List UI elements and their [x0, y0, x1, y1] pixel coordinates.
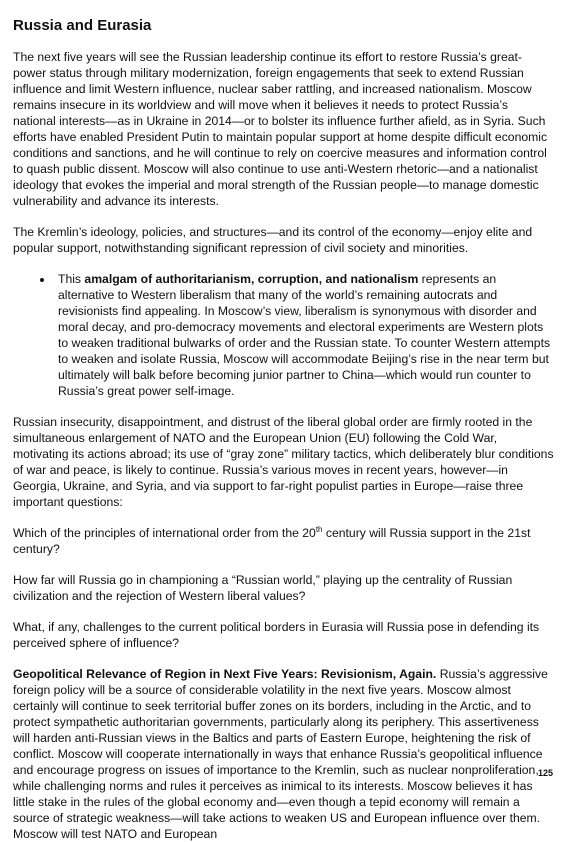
paragraph-geopolitical-relevance — [13, 666, 554, 842]
page-number: 125 — [537, 768, 553, 778]
geopolitical-heading: Geopolitical Relevance of Region in Next Five Years: Revisionism, Again. — [13, 667, 437, 681]
question1-after: century will Russia support in the 21st century? — [13, 526, 531, 556]
section-title: Russia and Eurasia — [13, 17, 152, 34]
paragraph-kremlin-ideology: The Kremlin’s ideology, policies, and structures—and its control of the economy—enjoy elite and popular support, notwithstanding significant repression of civil society and minorities. — [13, 225, 533, 255]
bullet-body-text: represents an alternative to Western liberalism that many of the world’s remaining autocrats and revisionists find appealing. In Moscow’s view, liberalism is synonymous with disorder and moral decay, and pro-democracy movements and electoral experiments are Western plots to weaken traditional bulwarks of order and the Russian state. To counter Western attempts to weaken and isolate Russia, Moscow will accommodate Beijing’s rise in the near term but ultimately will balk before becoming junior partner to China—which would run counter to Russia’s great power self-image. — [58, 272, 551, 398]
question-russian-world: How far will Russia go in championing a “Russian world,” playing up the centrality of Russian civilization and the rejection of Western liberal values? — [13, 573, 513, 603]
question-international-order — [13, 525, 554, 557]
question-political-borders: What, if any, challenges to the current political borders in Eurasia will Russia pose in defending its perceived sphere of influence? — [13, 620, 540, 650]
paragraph-insecurity: Russian insecurity, disappointment, and distrust of the liberal global order are firmly rooted in the simultaneous enlargement of NATO and the European Union (EU) following the Cold War, motivating its actions abroad; its use of “gray zone” military tactics, which deliberately blur conditions of war and peace, is likely to continue. Russia’s various moves in recent years, however—in Georgia, Ukraine, and Syria, and via support to far-right populist parties in Europe—raise three important questions: — [13, 415, 554, 509]
bullet-lead-text: This — [58, 272, 85, 286]
bullet-bold-phrase: amalgam of authoritarianism, corruption, and nationalism — [84, 272, 419, 286]
question1-superscript: th — [315, 524, 323, 534]
geopolitical-body: Russia’s aggressive foreign policy will be a source of considerable volatility in the next five years. Moscow almost certainly will continue to seek territorial buffer zones on its borders, including in the Arctic, and to protect sympathetic authoritarian governments, particularly along its periphery. This assertiveness will harden anti-Russian views in the Baltics and parts of Eastern Europe, heightening the risk of conflict. Moscow will cooperate internationally in ways that enhance Russia’s geopolitical influence and encourage progress on issues of importance to the Kremlin, such as nuclear nonproliferation, while challenging norms and rules it perceives as inimical to its interests. Moscow believes it has little stake in the rules of the global economy and—even though a tepid economy will remain a source of strategic weakness—will take actions to weaken US and European influence over them. Moscow will test NATO and European — [13, 667, 548, 841]
paragraph-intro: The next five years will see the Russian leadership continue its effort to restore Russia’s great-power status through military modernization, foreign engagements that seek to extend Russian influence and limit Western influence, nuclear saber rattling, and increased nationalism. Moscow remains insecure in its worldview and will move when it believes it needs to protect Russia’s national interests—as in Ukraine in 2014—or to bolster its influence further afield, as in Syria. Such efforts have enabled President Putin to maintain popular support at home despite difficult economic conditions and sanctions, and he will continue to rely on coercive measures and information control to quash public dissent. Moscow will also continue to use anti-Western rhetoric—and a nationalist ideology that evokes the imperial and moral strength of the Russian people—to manage domestic vulnerability and advance its interests. — [13, 50, 548, 208]
bullet-item-amalgam — [54, 271, 554, 399]
question1-before: Which of the principles of international order from the 20 — [13, 526, 316, 540]
bullet-list — [13, 271, 554, 399]
